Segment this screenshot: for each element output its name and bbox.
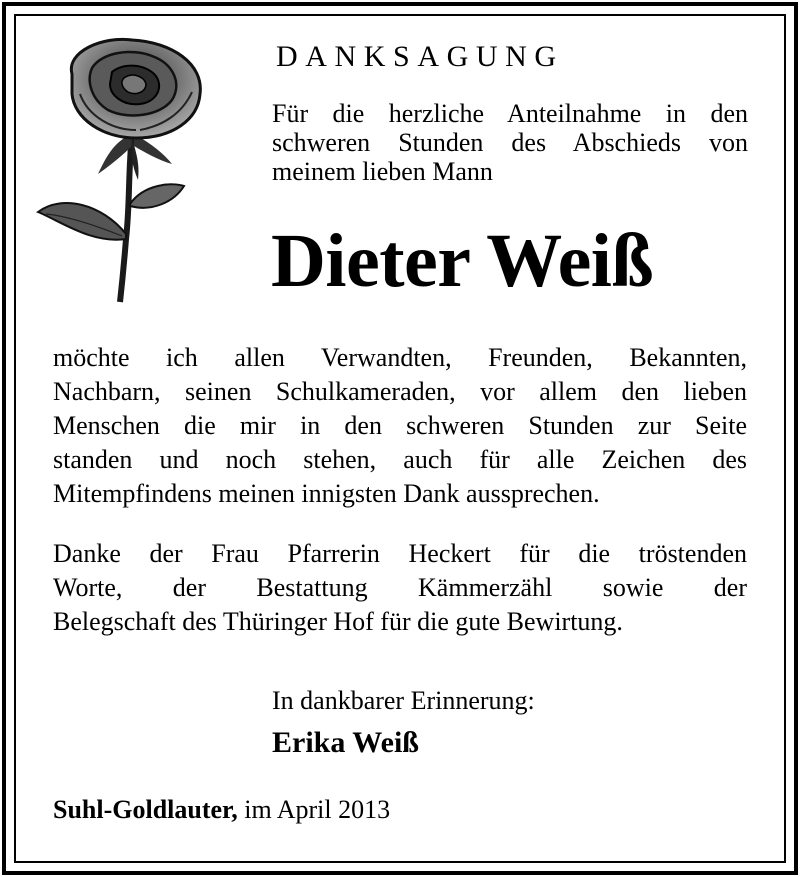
intro-line: Für die herzliche Anteilnahme in den — [272, 99, 748, 128]
acknowledgement-paragraph — [53, 537, 747, 639]
paragraph-line: standen und noch stehen, auch für alle Zeichen des — [53, 445, 747, 474]
rose-icon — [32, 34, 212, 304]
intro-line: meinem lieben Mann — [272, 157, 493, 186]
paragraph-line: Menschen die mir in den schweren Stunden zur Seite — [53, 411, 747, 440]
heading: DANKSAGUNG — [276, 40, 564, 73]
thanks-paragraph — [53, 341, 747, 511]
deceased-name: Dieter Weiß — [271, 219, 654, 303]
closing-line: In dankbarer Erinnerung: — [272, 686, 535, 715]
signer-name: Erika Weiß — [272, 726, 419, 759]
place: Suhl-Goldlauter, — [53, 795, 238, 824]
paragraph-line: Danke der Frau Pfarrerin Heckert für die tröstenden — [53, 539, 747, 568]
intro-text — [272, 99, 748, 186]
paragraph-line: Belegschaft des Thüringer Hof für die gute Bewirtung. — [53, 607, 623, 636]
intro-line: schweren Stunden des Abschieds von — [272, 128, 748, 157]
place-date — [53, 795, 390, 825]
paragraph-line: Worte, der Bestattung Kämmerzähl sowie der — [53, 573, 747, 602]
paragraph-line: Nachbarn, seinen Schulkameraden, vor allem den lieben — [53, 377, 747, 406]
paragraph-line: möchte ich allen Verwandten, Freunden, Bekannten, — [53, 343, 747, 372]
paragraph-line: Mitempfindens meinen innigsten Dank aussprechen. — [53, 479, 600, 508]
date: im April 2013 — [244, 795, 391, 824]
